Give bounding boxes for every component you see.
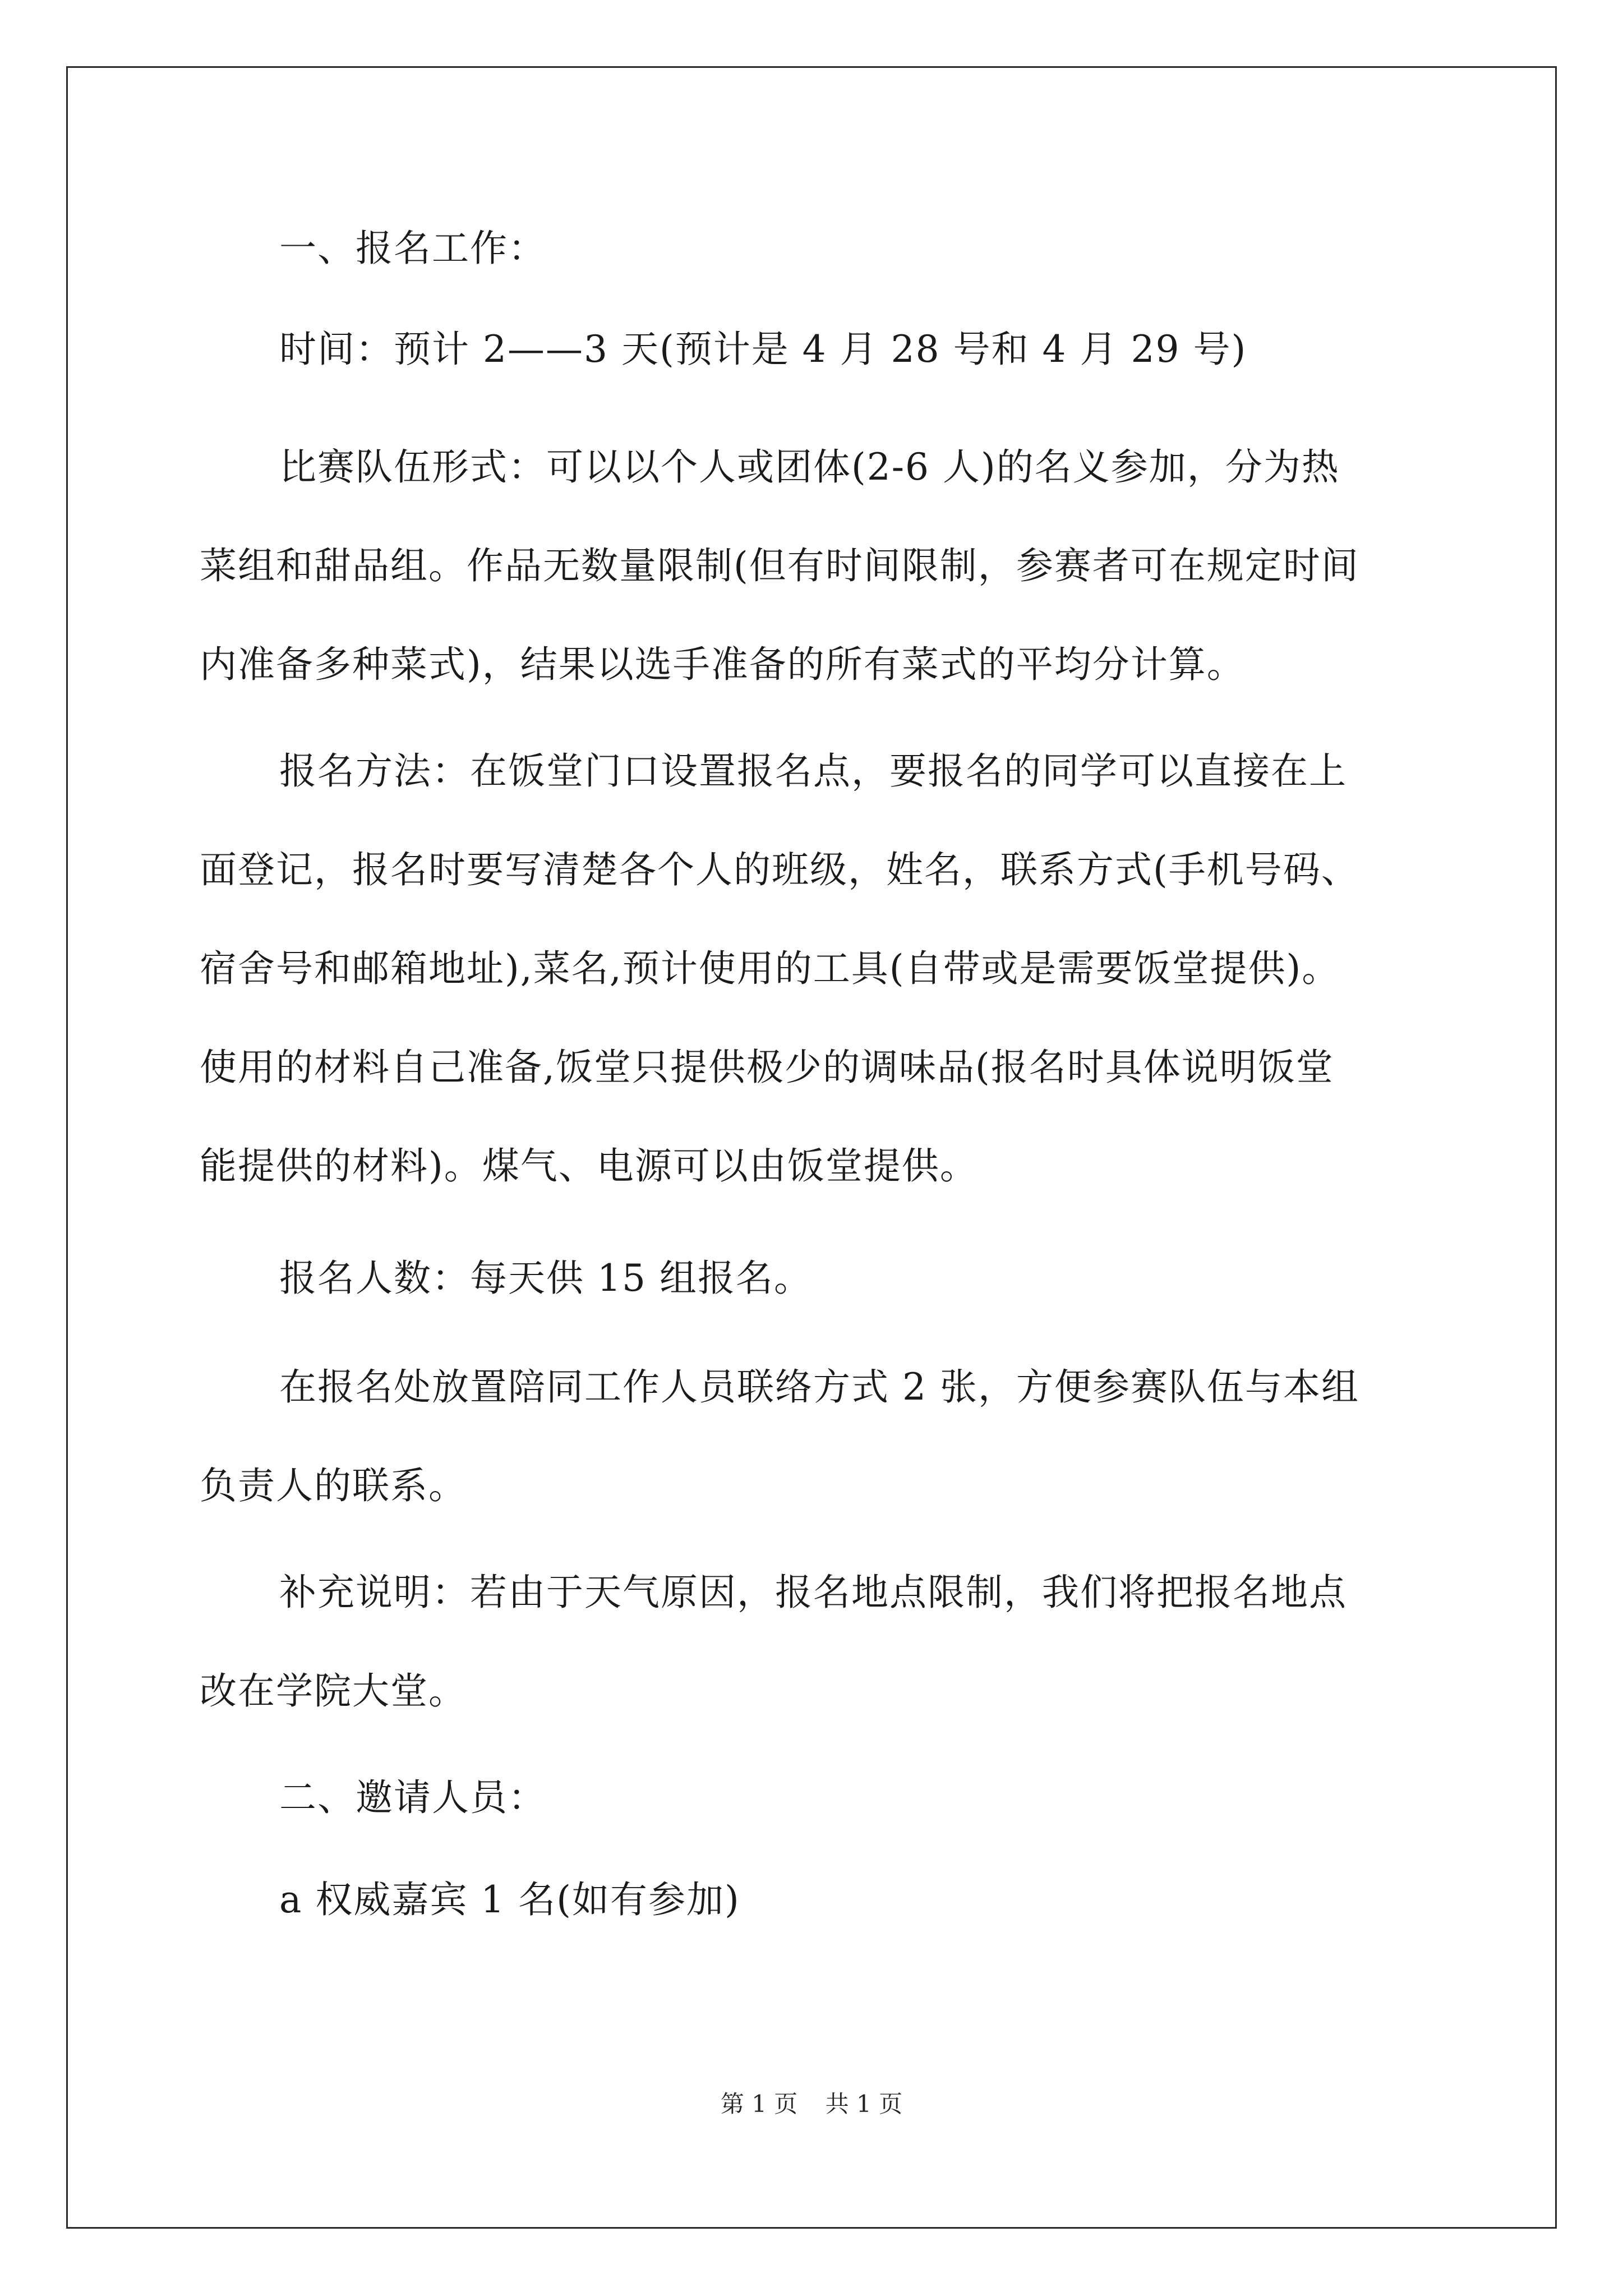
page-total: 共 1 页 xyxy=(825,2090,903,2118)
paragraph-line: 时间：预计 2——3 天(预计是 4 月 28 号和 4 月 29 号) xyxy=(279,328,1247,371)
paragraph-line: 报名方法：在饭堂门口设置报名点，要报名的同学可以直接在上 xyxy=(279,749,1347,793)
paragraph-line: 负责人的联系。 xyxy=(200,1464,467,1507)
paragraph-line: 在报名处放置陪同工作人员联络方式 2 张，方便参赛队伍与本组 xyxy=(279,1365,1359,1409)
paragraph-line: 比赛队伍形式：可以以个人或团体(2-6 人)的名义参加，分为热 xyxy=(279,445,1340,489)
page-footer xyxy=(0,2086,1623,2119)
paragraph-line: 能提供的材料)。煤气、电源可以由饭堂提供。 xyxy=(200,1144,978,1188)
paragraph-line: 使用的材料自己准备,饭堂只提供极少的调味品(报名时具体说明饭堂 xyxy=(200,1046,1334,1089)
paragraph-line: a 权威嘉宾 1 名(如有参加) xyxy=(279,1878,740,1921)
paragraph-line: 面登记，报名时要写清楚各个人的班级，姓名，联系方式(手机号码、 xyxy=(200,848,1359,891)
paragraph-line: 宿舍号和邮箱地址),菜名,预计使用的工具(自带或是需要饭堂提供)。 xyxy=(200,947,1340,990)
section-heading-invited: 二、邀请人员： xyxy=(279,1776,546,1819)
paragraph-line: 报名人数：每天供 15 组报名。 xyxy=(279,1257,812,1300)
paragraph-line: 补充说明：若由于天气原因，报名地点限制，我们将把报名地点 xyxy=(279,1571,1347,1614)
paragraph-line: 内准备多种菜式)，结果以选手准备的所有菜式的平均分计算。 xyxy=(200,643,1245,686)
section-heading-registration: 一、报名工作： xyxy=(279,227,546,270)
page-number: 第 1 页 xyxy=(720,2090,798,2118)
paragraph-line: 改在学院大堂。 xyxy=(200,1669,467,1713)
paragraph-line: 菜组和甜品组。作品无数量限制(但有时间限制，参赛者可在规定时间 xyxy=(200,544,1359,587)
